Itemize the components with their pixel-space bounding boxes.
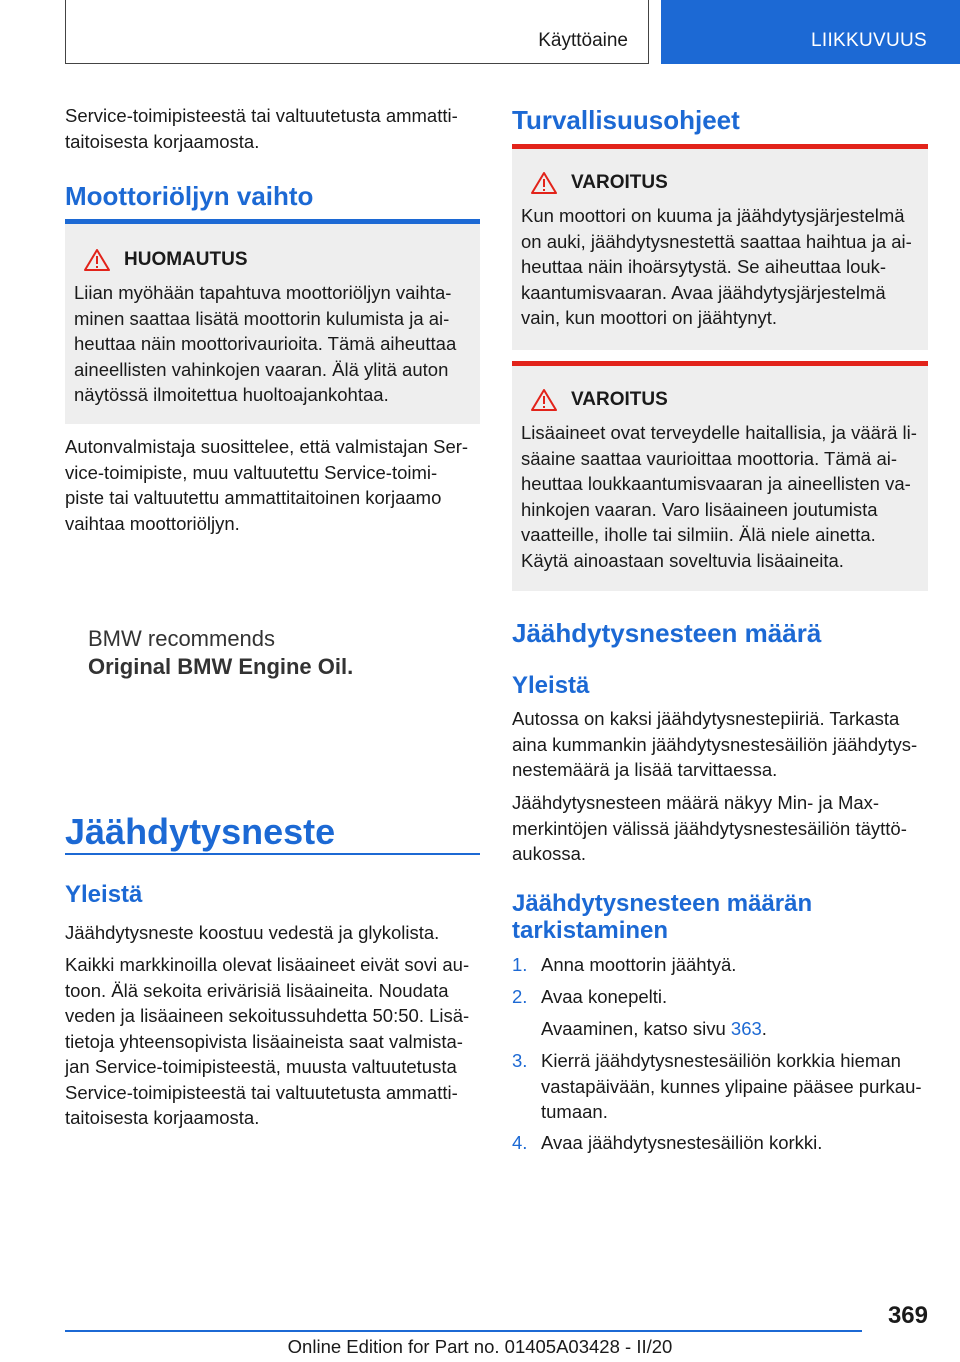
notice-title-row [84,248,471,272]
list-item-text: Anna moottorin jäähtyä. [541,954,737,975]
footer-edition: Online Edition for Part no. 01405A03428 - II/20 [287,1336,673,1357]
warning-title-1: VAROITUS [571,172,668,193]
list-item-number: 1. [512,954,528,975]
bmw-oil-logo-line1: BMW recommends [88,626,276,651]
list-item-number: 4. [512,1132,528,1153]
warning-title-row-2 [531,388,919,412]
header-chapter-label: LIIKKUVUUS [811,30,927,51]
notice-text: Liian myöhään tapahtuva moottoriöljyn vaihta- minen saattaa lisätä moottorin kulumista ja ai- heuttaa näin moottorivaurioita. Tämä aiheuttaa aineellisten vahinkojen vaaran. Älä ylitä auton näytössä ilmoitettua huoltoajankohtaa. [74,282,457,405]
notice-box [65,224,480,424]
coolant-level-subheading: Yleistä [512,672,590,699]
header-section-title: Käyttöaine [538,30,628,51]
list-item-text: Avaa jäähdytysnestesäiliön korkki. [541,1132,823,1153]
warning-triangle-icon [531,171,557,195]
check-heading: Jäähdytysnesteen määrän tarkistaminen [512,890,813,944]
warning-triangle-icon [531,388,557,412]
coolant-level-heading: Jäähdytysnesteen määrä [512,618,822,648]
bmw-oil-logo-line2: Original BMW Engine Oil. [88,654,354,679]
page-reference-suffix: . [761,1018,767,1039]
footer-rule [65,1330,862,1332]
oil-change-body: Autonvalmistaja suosittelee, että valmistajan Ser- vice-toimipiste, muu valtuutettu Service-toimi- piste tai valtuutettu ammattitaitoinen korjaamo vaihtaa moottoriöljyn. [65,436,469,534]
coolant-subheading: Yleistä [65,881,143,908]
list-item-text [541,1016,928,1042]
page-reference-link[interactable]: 363 [730,1018,762,1039]
coolant-level-p2: Jäähdytysnesteen määrä näkyy Min- ja Max- merkintöjen välissä jäähdytysnestesäiliön täyttö- aukossa. [512,792,907,864]
header-chapter-tab[interactable] [661,0,960,64]
list-item-text: Kierrä jäähdytysnestesäiliön korkkia hieman vastapäivään, kunnes ylipaine pääsee purkau- tumaan. [541,1050,922,1122]
header-section-box [65,0,649,64]
page-reference-text: Avaaminen, katso sivu [541,1018,731,1039]
oil-change-heading: Moottoriöljyn vaihto [65,181,314,211]
warning-box-2 [512,361,928,591]
bmw-oil-logo [88,625,353,681]
coolant-heading: Jäähdytysneste [65,811,336,852]
list-item-number: 3. [512,1050,528,1071]
coolant-rule [65,853,480,855]
warning-title-row-1 [531,171,919,195]
notice-title: HUOMAUTUS [124,249,248,270]
warning-bar-2 [512,361,928,366]
warning-bar-1 [512,144,928,149]
warning-text-1: Kun moottori on kuuma ja jäähdytysjärjestelmä on auki, jäähdytysnestettä saattaa haihtua ja ai- heuttaa näin ihoärsytystä. Se aiheuttaa louk- kaantumisvaaran. Avaa jäähdytysjärjestelmä vain, kun moottori on jäähtynyt. [521,205,912,328]
warning-title-2: VAROITUS [571,389,668,410]
coolant-p1: Jäähdytysneste koostuu vedestä ja glykolista. [65,922,440,943]
safety-heading: Turvallisuusohjeet [512,105,740,135]
warning-text-2: Lisäaineet ovat terveydelle haitallisia, ja väärä li- säaine saattaa vaurioittaa moottoria. Tämä ai- heuttaa loukkaantumisvaaran ja aineellisten va- hinkojen vaaran. Varo lisäaineen joutumista vaatteille, iholle tai silmiin. Älä niele ainetta. Käytä ainoastaan soveltuvia lisäaineita. [521,422,917,571]
coolant-p2: Kaikki markkinoilla olevat lisäaineet eivät sovi au- toon. Älä sekoita erivärisiä lisäaineita. Noudata veden ja lisäaineen sekoitussuhdetta 50:50. Lisä- tietoja yhteensopivista lisäaineista saat valmista- jan Service-toimipisteestä, muusta valtuutetusta Service-toimipisteestä tai valtuutetusta ammatti- taitoisesta korjaamosta. [65,954,470,1128]
intro-paragraph: Service-toimipisteestä tai valtuutetusta ammatti- taitoisesta korjaamosta. [65,105,458,152]
coolant-level-p1: Autossa on kaksi jäähdytysnestepiiriä. Tarkasta aina kummankin jäähdytysnestesäiliön jäähdytys- nestemäärä ja lisää tarvittaessa. [512,708,918,780]
warning-box-1 [512,144,928,350]
list-item-text: Avaa konepelti. [541,986,668,1007]
list-item-number: 2. [512,986,528,1007]
page-number: 369 [887,1302,928,1329]
warning-triangle-icon [84,248,110,272]
